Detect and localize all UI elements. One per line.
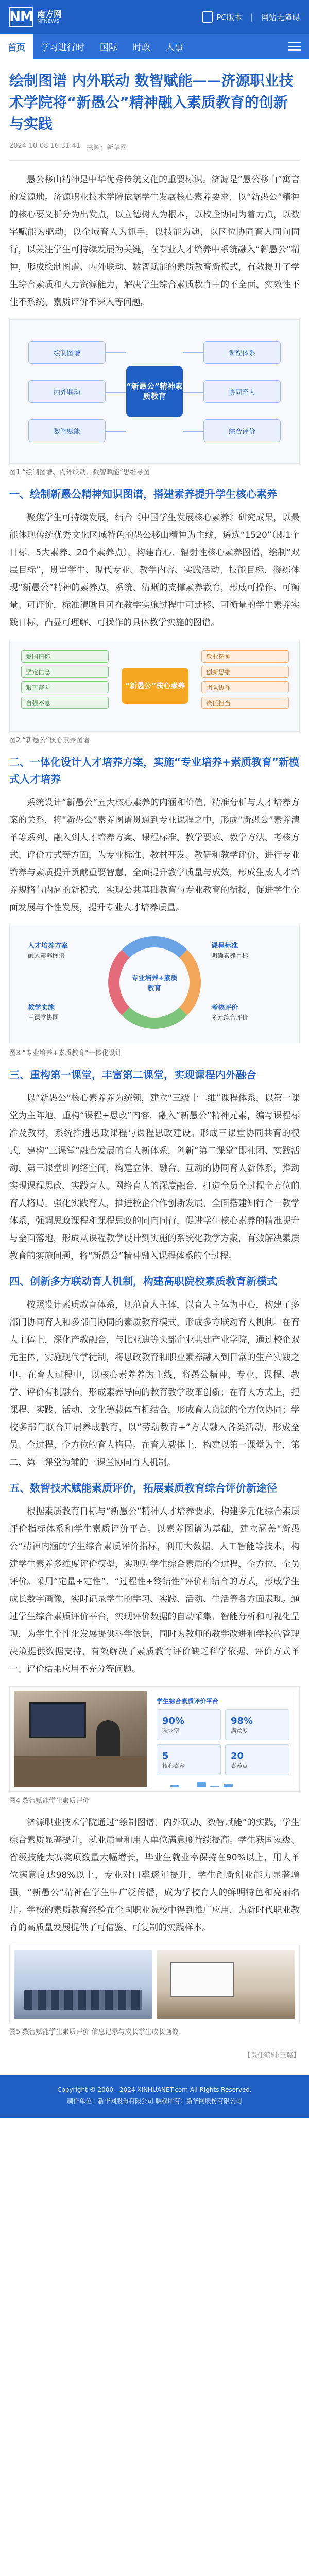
mini-bar [210,1786,219,1787]
connector-line [106,392,126,393]
literacy-chip: 敬业精神 [201,650,289,663]
article-date: 2024-10-08 16:31:41 [9,142,81,150]
paragraph-conclusion: 济源职业技术学院通过“绘制图谱、内外联动、数智赋能”的实践，学生综合素质显著提升，就业质量和用人单位满意度持续提高。学生获国家级、省级技能大赛奖项数量大幅增长，毕业生就业率保持在90%以上，用人单位满意度达98%以上，专业对口率逐年提升，学生创新创业能力显著增强，“新愚公”精神在学生中广泛传播，成为学校育人的鲜明特色和亮丽名片。学校的素质教育经验在全国职业院校中得到推广应用，为新时代职业教育的高质量发展提供了可借鉴、可复制的实践样本。 [9,1818,300,1933]
figure-4-caption: 图4 数智赋能学生素质评价 [9,1797,90,1805]
footer-copyright: Copyright © 2000 - 2024 XINHUANET.com All Rights Reserved. [57,2086,252,2093]
nav-item-study[interactable]: 学习进行时 [41,42,84,53]
presentation-photo [157,1950,295,2019]
stat-card: 20 素养点 [225,1744,289,1775]
footer-producer: 制作单位：新华网股份有限公司 版权所有：新华网股份有限公司 [67,2097,242,2105]
nav-item-home[interactable]: 首页 [0,34,33,59]
dashboard-title: 学生综合素质评价平台 [157,1698,219,1705]
site-logo[interactable] [9,7,62,27]
literacy-chip: 责任担当 [201,697,289,709]
top-bar [0,0,309,34]
mindmap-node: 协同育人 [203,380,281,403]
main-nav [0,34,309,59]
literacy-chip: 创新思维 [201,666,289,678]
figure-1-mindmap [9,319,300,464]
mindmap-node: 综合评价 [203,419,281,442]
connector-line [106,352,126,353]
figure-5-caption: 图5 数智赋能学生素质评价 信息记录与成长学生成长画像 [9,2028,179,2036]
paragraph-intro: 愚公移山精神是中华优秀传统文化的重要标识。济源是“愚公移山”寓言的发源地。济源职业技术学院依据学生发展核心素养要求，以“新愚公”精神的核心要义析分为出发点，以立德树人为根本，以校企协同为着力点，以数字赋能为驱动，以全域育人为抓手，以技能为魂，以区位协同育人同向同行，以关注学生可持续发展为关键，在专业人才培养中系统融入“新愚公”精神，形成绘制图谱、内外联动、数智赋能的素质教育新模式，有效提升了学生综合素质和人力资源能力，解决学生综合素质教育中的不全面、实效性不佳不系统、素质评价不深入等问题。 [9,175,300,308]
section-heading-5: 五、数智技术赋能素质评价，拓展素质教育综合评价新途径 [9,1482,277,1494]
logo-line2: NFNEWS [37,19,60,25]
mindmap-node: 绘制图谱 [28,341,106,364]
logo-mark: NM [9,7,33,27]
cycle-label: 考核评价 多元综合评价 [211,1004,249,1021]
mindmap-center-node: “新愚公”精神素质教育 [126,366,183,417]
article [0,59,309,2059]
logo-line1: 南方网 [37,9,62,19]
literacy-chip: 团队协作 [201,681,289,693]
mindmap-node: 数智赋能 [28,419,106,442]
figure-2-literacy-map [9,640,300,732]
connector-line [183,392,203,393]
cycle-label: 课程标准 明确素养目标 [211,942,249,959]
header-separator: | [250,12,253,22]
stat-card: 98% 满意度 [225,1709,289,1740]
editor-credit: 【责任编辑:王璐】 [244,2052,300,2059]
figure-2-caption: 图2 “新愚公”核心素养图谱 [9,737,90,744]
nav-item-politics[interactable]: 时政 [133,42,150,53]
paragraph-section-2: 系统设计“新愚公”五大核心素养的内涵和价值，精准分析与人才培养方案的关系，将“新愚公”素养图谱贯通到专业课程之中，形成“新愚公”素养清单等系列、融入到人才培养方案、课程标准、教学要求、教学方法、考核方式、评价方式等方面，为专业标准、教材开发、教研和教学评价、进行专业培养与素质提升贡献重要智慧，全面提升教学质量与成效，形成生成人才培养规格与内涵的新模式，实现公共基础教育与专业教育的衔接，促进学生全面发展与个性发展，提升专业人才培养质量。 [9,798,300,913]
connector-line [183,352,203,353]
hamburger-icon [288,42,301,51]
classroom-photo [14,1691,147,1787]
mini-bar-chart [157,1781,289,1787]
nav-item-international[interactable]: 国际 [100,42,117,53]
mindmap-node: 内外联动 [28,380,106,403]
paragraph-section-1: 聚焦学生可持续发展，结合《中国学生发展核心素养》研究成果，以最能体现传统优秀文化区域特色的愚公移山精神为主线，遴选“1520”（即1个目标、5大素养、20个素养点），构建育心、辐射性核心素养图谱，绘制“双层目标”，贯串学生、现代专业、教学内容、实践活动、技能目标，凝练体现“新愚公”精神的素养点，系统、清晰的支撑素养教育，形成可操作、可衡量、可评价，标准清晰且可在教学实施过程中可迁移、可衡量的学生素养实践目标，凸显可理解、可操作的具体教学实施的图谱。 [9,513,300,628]
figure-1-caption: 图1 “绘制图谱、内外联动、数智赋能”思维导图 [9,469,150,477]
cycle-label: 人才培养方案 融入素养图谱 [28,942,68,959]
article-title: 绘制图谱 内外联动 数智赋能——济源职业技术学院将“新愚公”精神融入素质教育的创新与实践 [9,72,294,132]
mini-bar [224,1784,233,1787]
section-heading-3: 三、重构第一课堂，丰富第二课堂，实现课程内外融合 [9,1069,256,1081]
cycle-label: 教学实施 三课堂协同 [28,1004,59,1021]
section-heading-1: 一、绘制新愚公精神知识图谱，搭建素养提升学生核心素养 [9,488,277,500]
literacy-chip: 爱国情怀 [21,650,109,663]
connector-line [183,431,203,432]
menu-button[interactable] [280,34,309,59]
connector-line [106,431,126,432]
activity-photo [14,1950,152,2019]
stat-card: 90% 就业率 [157,1709,221,1740]
mindmap-node: 课程体系 [203,341,281,364]
stat-card: 5 核心素养 [157,1744,221,1775]
figure-3-cycle [9,925,300,1044]
figure-3-caption: 图3 “专业培养+素质教育”一体化设计 [9,1049,122,1057]
article-source: 来源：新华网 [87,144,127,152]
mini-bar [197,1782,206,1787]
site-footer [0,2075,309,2118]
monitor-icon [202,11,213,23]
title-divider [9,160,300,161]
cycle-core: 专业培养+素质教育 [131,974,178,992]
literacy-chip: 自强不息 [21,697,109,709]
section-heading-4: 四、创新多方联动育人机制，构建高职院校素质教育新模式 [9,1275,277,1287]
figure-4-photos [9,1686,300,1792]
dashboard-screenshot [151,1691,295,1787]
accessibility-link[interactable]: 网站无障碍 [261,12,300,22]
literacy-chip: 坚定信念 [21,666,109,678]
article-meta [9,142,300,152]
paragraph-section-5: 根据素质教育目标与“新愚公”精神人才培养要求，构建多元化综合素质评价指标体系和学生素质评价平台。以素养图谱为基础，建立涵盖“新愚公”精神内涵的学生综合素质评价指标，利用大数据、人工智能等技术，构建学生素养多维度评价模型，实现对学生综合素质的全过程、全方位、全员评价。采用“定量+定性”、“过程性+终结性”评价相结合的方式，形成学生成长数字画像，实时记录学生的学习、实践、活动、生活等各方面表现。通过学生综合素质评价平台，实现评价数据的自动采集、智能分析和可视化呈现，为学生个性化发展提供科学依据，同时为教师的教学改进和学校的管理决策提供数据支持，有效解决了素质教育评价缺乏科学依据、评价方式单一、评价结果应用不充分等问题。 [9,1506,300,1674]
paragraph-section-4: 按照设计素质教育体系，规范育人主体，以育人主体为中心，构建了多部门协同育人和多部门协同的素质教育模式，形成多方联动育人机制。在育人主体上，深化产教融合，与比亚迪等头部企业共建产业学院，通过校企双元主体，实施现代学徒制，将思政教育和职业素养融入到日常的生产实践之中。在育人过程中，以核心素养养为主线，将愚公精神、专业、课程、教学、评价有机融合，形成素养导向的教育教学改革创新；在育人方式上，把课程、实践、活动、文化等载体有机结合，形成育人资源的全方位协同；学校多部门联合开展养成教育，以“劳动教育+”方式融入各类活动，形成全员、全过程、全方位的育人格局。在育人载体上，构建以第一课堂为主，第二、第三课堂为辅的三课堂协同育人机制。 [9,1300,300,1468]
figure-5-photos [9,1945,300,2023]
literacy-chip: 艰苦奋斗 [21,681,109,693]
pc-version-button[interactable] [202,11,242,23]
nav-item-personnel[interactable]: 人事 [166,42,183,53]
paragraph-section-3: 以“新愚公”核心素养养为统领，建立“三级十二维”课程体系，以第一课堂为主阵地，重构“课程+思政”内容，融入“新愚公”精神元素，编写课程标准及教材，系统推进思政课程与课程思政建设。形成三课堂协同共育的模式，建构“三课堂”融合发展的育人新体系，创新“第二课堂”即社团、实践活动、第三课堂即网络空间，构建立体、融合、互动的协同育人新体系，推动实现课程思政、实践育人、网络育人的深度融合，打造全员全过程全方位的育人格局。强化实践育人，推进校企合作创新发展，全面搭建知行合一教学体系，强调思政课程和课程思政的同向同行，促进学生核心素养的精准提升与全面落地，形成从课程教学设计到实施的系统化教学方案，有效解决素质教育的实施问题，将“新愚公”精神融入课程体系的全过程。 [9,1093,300,1261]
section-heading-2: 二、一体化设计人才培养方案，实施“专业培养+素质教育”新模式人才培养 [9,756,300,785]
literacy-core: “新愚公”核心素养 [122,668,188,704]
mini-bar [170,1785,179,1787]
pc-version-label: PC版本 [216,12,242,22]
